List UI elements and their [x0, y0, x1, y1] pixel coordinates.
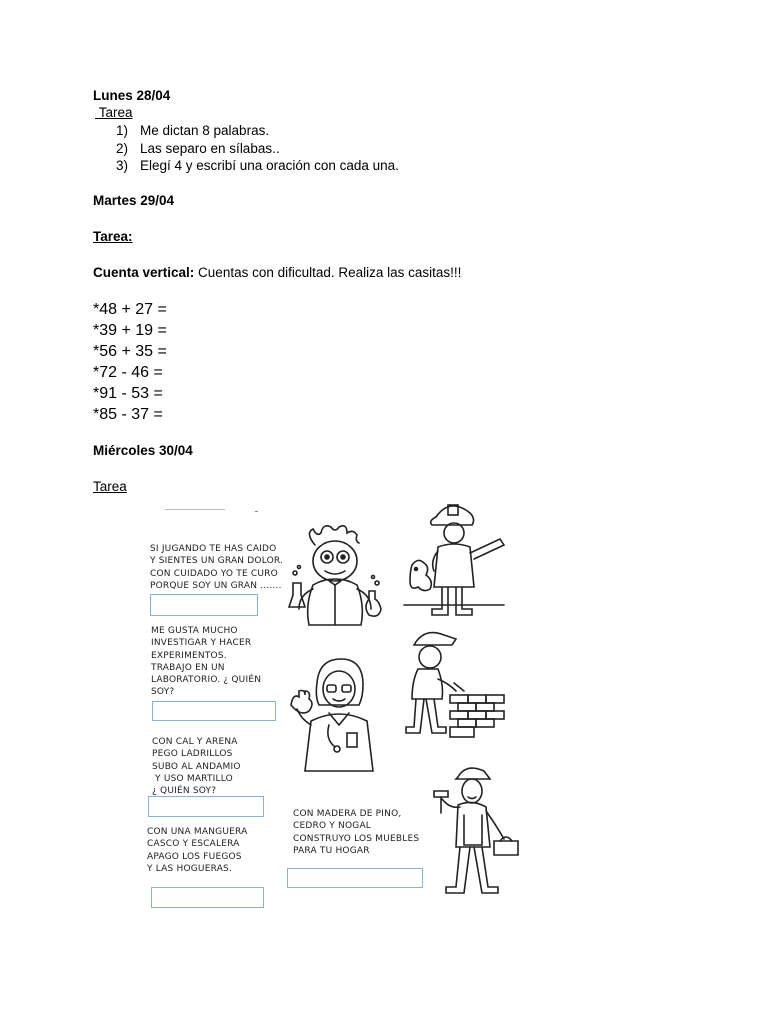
- list-item: [116, 157, 399, 174]
- professions-worksheet: [140, 495, 520, 915]
- list-item-number: 3): [116, 158, 129, 173]
- answer-box[interactable]: [287, 868, 423, 888]
- riddle-firefighter-text: CON UNA MANGUERA CASCO Y ESCALERA APAGO LOS FUEGOS Y LAS HOGUERAS.: [147, 827, 248, 874]
- scientist-drawing: [285, 525, 385, 630]
- operation: *85 - 37 =: [93, 406, 163, 423]
- doctor-drawing: [285, 655, 385, 773]
- monday-tarea-text: Tarea: [98, 105, 133, 120]
- list-item-text: Me dictan 8 palabras.: [140, 123, 270, 138]
- wednesday-heading: Miércoles 30/04: [93, 443, 193, 458]
- wednesday-tarea-label: Tarea: [93, 479, 127, 494]
- cuenta-vertical-label: Cuenta vertical:: [93, 265, 195, 280]
- list-item-text: Las separo en sílabas..: [140, 141, 280, 156]
- riddle-doctor-text: SI JUGANDO TE HAS CAIDO Y SIENTES UN GRAN DOLOR. CON CUIDADO YO TE CURO PORQUE SOY UN GRAN .......: [150, 544, 284, 591]
- operation: *72 - 46 =: [93, 364, 163, 381]
- answer-box[interactable]: [151, 887, 264, 908]
- firefighter-drawing: [398, 495, 510, 620]
- cuenta-vertical-line: [93, 264, 461, 281]
- answer-box[interactable]: [152, 701, 276, 721]
- answer-box[interactable]: [150, 594, 258, 616]
- operation: *48 + 27 =: [93, 301, 167, 318]
- monday-tarea-label: [95, 104, 133, 121]
- list-item-number: 1): [116, 123, 129, 138]
- list-item-text: Elegí 4 y escribí una oración con cada una.: [140, 158, 399, 173]
- tuesday-tarea-label: Tarea:: [93, 229, 133, 244]
- operation: *56 + 35 =: [93, 343, 167, 360]
- cuenta-vertical-text: Cuentas con dificultad. Realiza las casitas!!!: [194, 265, 462, 280]
- monday-heading: Lunes 28/04: [93, 88, 171, 103]
- answer-box[interactable]: [148, 796, 264, 817]
- riddle-bricklayer-text: CON CAL Y ARENA PEGO LADRILLOS SUBO AL ANDAMIO Y USO MARTILLO ¿ QUIÉN SOY?: [152, 737, 241, 797]
- operation: *39 + 19 =: [93, 322, 167, 339]
- tuesday-heading: Martes 29/04: [93, 193, 175, 208]
- bricklayer-drawing: [402, 623, 514, 751]
- list-item: [116, 122, 269, 139]
- list-item: [116, 140, 280, 157]
- list-item-number: 2): [116, 141, 129, 156]
- riddle-scientist-text: ME GUSTA MUCHO INVESTIGAR Y HACER EXPERIMENTOS. TRABAJO EN UN LABORATORIO. ¿ QUIÉN SOY?: [151, 626, 262, 698]
- carpenter-drawing: [428, 763, 528, 903]
- riddle-carpenter-text: CON MADERA DE PINO, CEDRO Y NOGAL CONSTRUYO LOS MUEBLES PARA TU HOGAR: [293, 809, 420, 856]
- operation: *91 - 53 =: [93, 385, 163, 402]
